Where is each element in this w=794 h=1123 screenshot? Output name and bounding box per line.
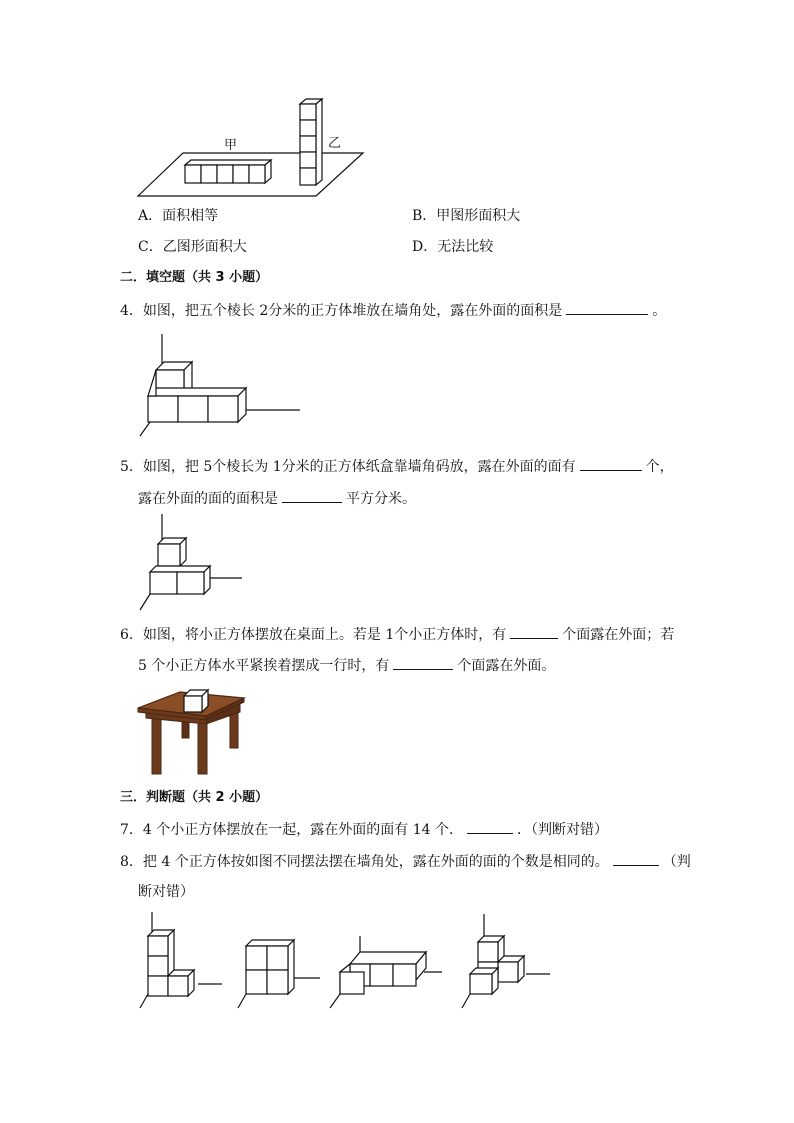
q5-line1-before: 5．如图，把 5个棱长为 1分米的正方体纸盒靠墙角码放，露在外面的面有 [120, 459, 576, 475]
q3-option-b[interactable]: B．甲图形面积大 [412, 208, 521, 224]
q5-line2 [138, 488, 416, 509]
section2-heading: 二．填空题（共 3 小题） [120, 270, 269, 285]
q4-answer-blank[interactable] [566, 300, 648, 315]
q7-text-before: 7．4 个小正方体摆放在一起，露在外面的面有 14 个． [120, 822, 463, 838]
q6-line1-after: 个面露在外面；若 [562, 627, 675, 643]
q4-text [120, 300, 666, 321]
q6-line1 [120, 624, 674, 645]
q3-column-of-cubes [300, 99, 322, 185]
q5-answer-blank-1[interactable] [580, 456, 642, 471]
q7-answer-blank[interactable] [467, 819, 513, 834]
q6-answer-blank-1[interactable] [510, 624, 558, 639]
q7-text-after: ．（判断对错） [516, 822, 608, 838]
q3-option-c[interactable]: C．乙图形面积大 [138, 239, 247, 255]
q4-text-after: 。 [652, 303, 667, 319]
q6-cube [184, 690, 208, 712]
q5-answer-blank-2[interactable] [282, 488, 342, 503]
q4-text-before: 4．如图，把五个棱长 2分米的正方体堆放在墙角处，露在外面的面积是 [120, 303, 563, 319]
q3-label-jia: 甲 [224, 138, 238, 153]
q6-table-figure [136, 686, 246, 778]
q3-label-yi: 乙 [328, 136, 342, 151]
q3-option-d[interactable]: D．无法比较 [412, 239, 494, 255]
section3-heading: 三．判断题（共 2 小题） [120, 790, 269, 805]
q8-answer-blank[interactable] [613, 851, 659, 866]
q5-line2-after: 平方分米。 [346, 491, 416, 507]
q8-figure-3 [326, 936, 446, 1010]
q8-figure-1 [138, 912, 228, 1010]
q8-figure-2 [236, 926, 326, 1010]
q3-row-of-cubes [185, 160, 271, 183]
q6-answer-blank-2[interactable] [393, 655, 453, 670]
q6-line2 [138, 655, 555, 676]
q6-line2-before: 5 个小正方体水平紧挨着摆成一行时，有 [138, 658, 390, 674]
q8-line1-after: （判 [662, 854, 691, 870]
q6-line1-before: 6．如图，将小正方体摆放在桌面上。若是 1个小正方体时，有 [120, 627, 507, 643]
q8-figure-4 [460, 914, 560, 1010]
q5-line1-after: 个， [645, 459, 674, 475]
q8-line1-before: 8．把 4 个正方体按如图不同摆法摆在墙角处，露在外面的面的个数是相同的。 [120, 854, 609, 870]
q3-option-a[interactable]: A．面积相等 [138, 208, 219, 224]
q6-line2-after: 个面露在外面。 [457, 658, 556, 674]
q4-figure [138, 334, 303, 439]
q8-line2: 断对错） [138, 884, 194, 900]
q7-text [120, 819, 608, 840]
q5-line2-before: 露在外面的面的面积是 [138, 491, 278, 507]
q8-line1 [120, 851, 691, 872]
q5-line1 [120, 456, 674, 477]
q5-figure [138, 514, 248, 614]
